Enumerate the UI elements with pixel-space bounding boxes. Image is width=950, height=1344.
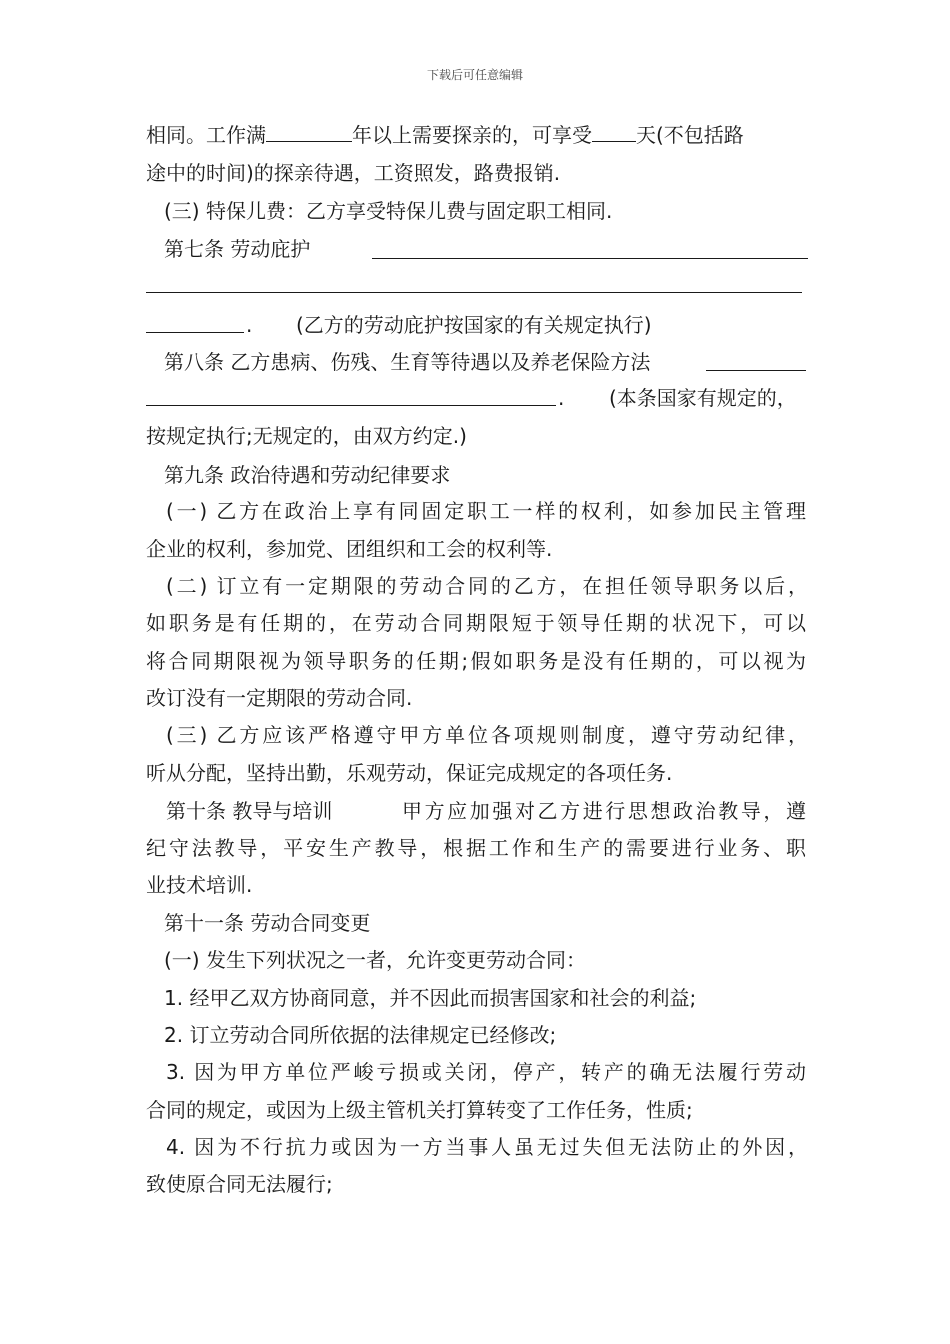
paragraph-line: 致使原合同无法履行; xyxy=(146,1172,333,1196)
text-fragment: . xyxy=(246,313,253,337)
paragraph-line: (一) 发生下列状况之一者，允许变更劳动合同： xyxy=(164,948,586,972)
text-fragment: . xyxy=(558,386,565,410)
paragraph-line: 纪守法教导，平安生产教导，根据工作和生产的需要进行业务、职 xyxy=(146,836,806,860)
paragraph-line: 改订没有一定期限的劳动合同. xyxy=(146,686,413,710)
paragraph-line: (二) 订立有一定期限的劳动合同的乙方，在担任领导职务以后， xyxy=(166,574,808,598)
paragraph-line: 听从分配，坚持出勤，乐观劳动，保证完成规定的各项任务. xyxy=(146,761,673,785)
paragraph-line: (三) 乙方应该严格遵守甲方单位各项规则制度，遵守劳动纪律， xyxy=(166,723,808,747)
paragraph-line: (乙方的劳动庇护按国家的有关规定执行) xyxy=(296,313,652,337)
fill-in-rule[interactable] xyxy=(146,332,244,333)
list-item: 3. 因为甲方单位严峻亏损或关闭，停产，转产的确无法履行劳动 xyxy=(166,1060,806,1084)
fill-in-blank-years[interactable] xyxy=(266,121,352,142)
fill-in-blank-days[interactable] xyxy=(592,121,636,142)
paragraph-line: (一) 乙方在政治上享有同固定职工一样的权利，如参加民主管理 xyxy=(166,499,806,523)
paragraph-line xyxy=(146,120,816,150)
text-fragment: 相同。工作满 xyxy=(146,123,266,147)
fill-in-rule[interactable] xyxy=(372,258,808,259)
paragraph-line: 途中的时间)的探亲待遇，工资照发，路费报销. xyxy=(146,161,561,185)
text-fragment: 年以上需要探亲的，可享受 xyxy=(352,123,592,147)
article-9-heading: 第九条 政治待遇和劳动纪律要求 xyxy=(164,463,451,487)
paragraph-line: (本条国家有规定的， xyxy=(609,386,797,410)
fill-in-rule[interactable] xyxy=(706,370,806,371)
text-fragment: 天(不包括路 xyxy=(636,123,744,147)
article-11-heading: 第十一条 劳动合同变更 xyxy=(164,911,371,935)
article-7-heading: 第七条 劳动庇护 xyxy=(164,237,311,261)
list-item: 2. 订立劳动合同所依据的法律规定已经修改; xyxy=(164,1023,557,1047)
article-10-heading: 第十条 教导与培训 xyxy=(166,799,333,823)
fill-in-rule[interactable] xyxy=(146,292,802,293)
page-header-note: 下载后可任意编辑 xyxy=(426,68,523,82)
paragraph-line: 甲方应加强对乙方进行思想政治教导，遵 xyxy=(402,799,806,823)
paragraph-line: 业技术培训. xyxy=(146,873,253,897)
paragraph-line: 按规定执行;无规定的，由双方约定.) xyxy=(146,424,467,448)
paragraph-line: (三) 特保儿费：乙方享受特保儿费与固定职工相同. xyxy=(164,199,613,223)
paragraph-line: 合同的规定，或因为上级主管机关打算转变了工作任务，性质; xyxy=(146,1098,693,1122)
article-8-heading: 第八条 乙方患病、伤残、生育等待遇以及养老保险方法 xyxy=(164,350,651,374)
paragraph-line: 将合同期限视为领导职务的任期;假如职务是没有任期的，可以视为 xyxy=(146,649,806,673)
paragraph-line: 企业的权利，参加党、团组织和工会的权利等. xyxy=(146,537,553,561)
paragraph-line: 如职务是有任期的，在劳动合同期限短于领导任期的状况下，可以 xyxy=(146,611,806,635)
list-item: 1. 经甲乙双方协商同意，并不因此而损害国家和社会的利益; xyxy=(164,986,697,1010)
list-item: 4. 因为不行抗力或因为一方当事人虽无过失但无法防止的外因， xyxy=(166,1135,808,1159)
fill-in-rule[interactable] xyxy=(146,405,556,406)
